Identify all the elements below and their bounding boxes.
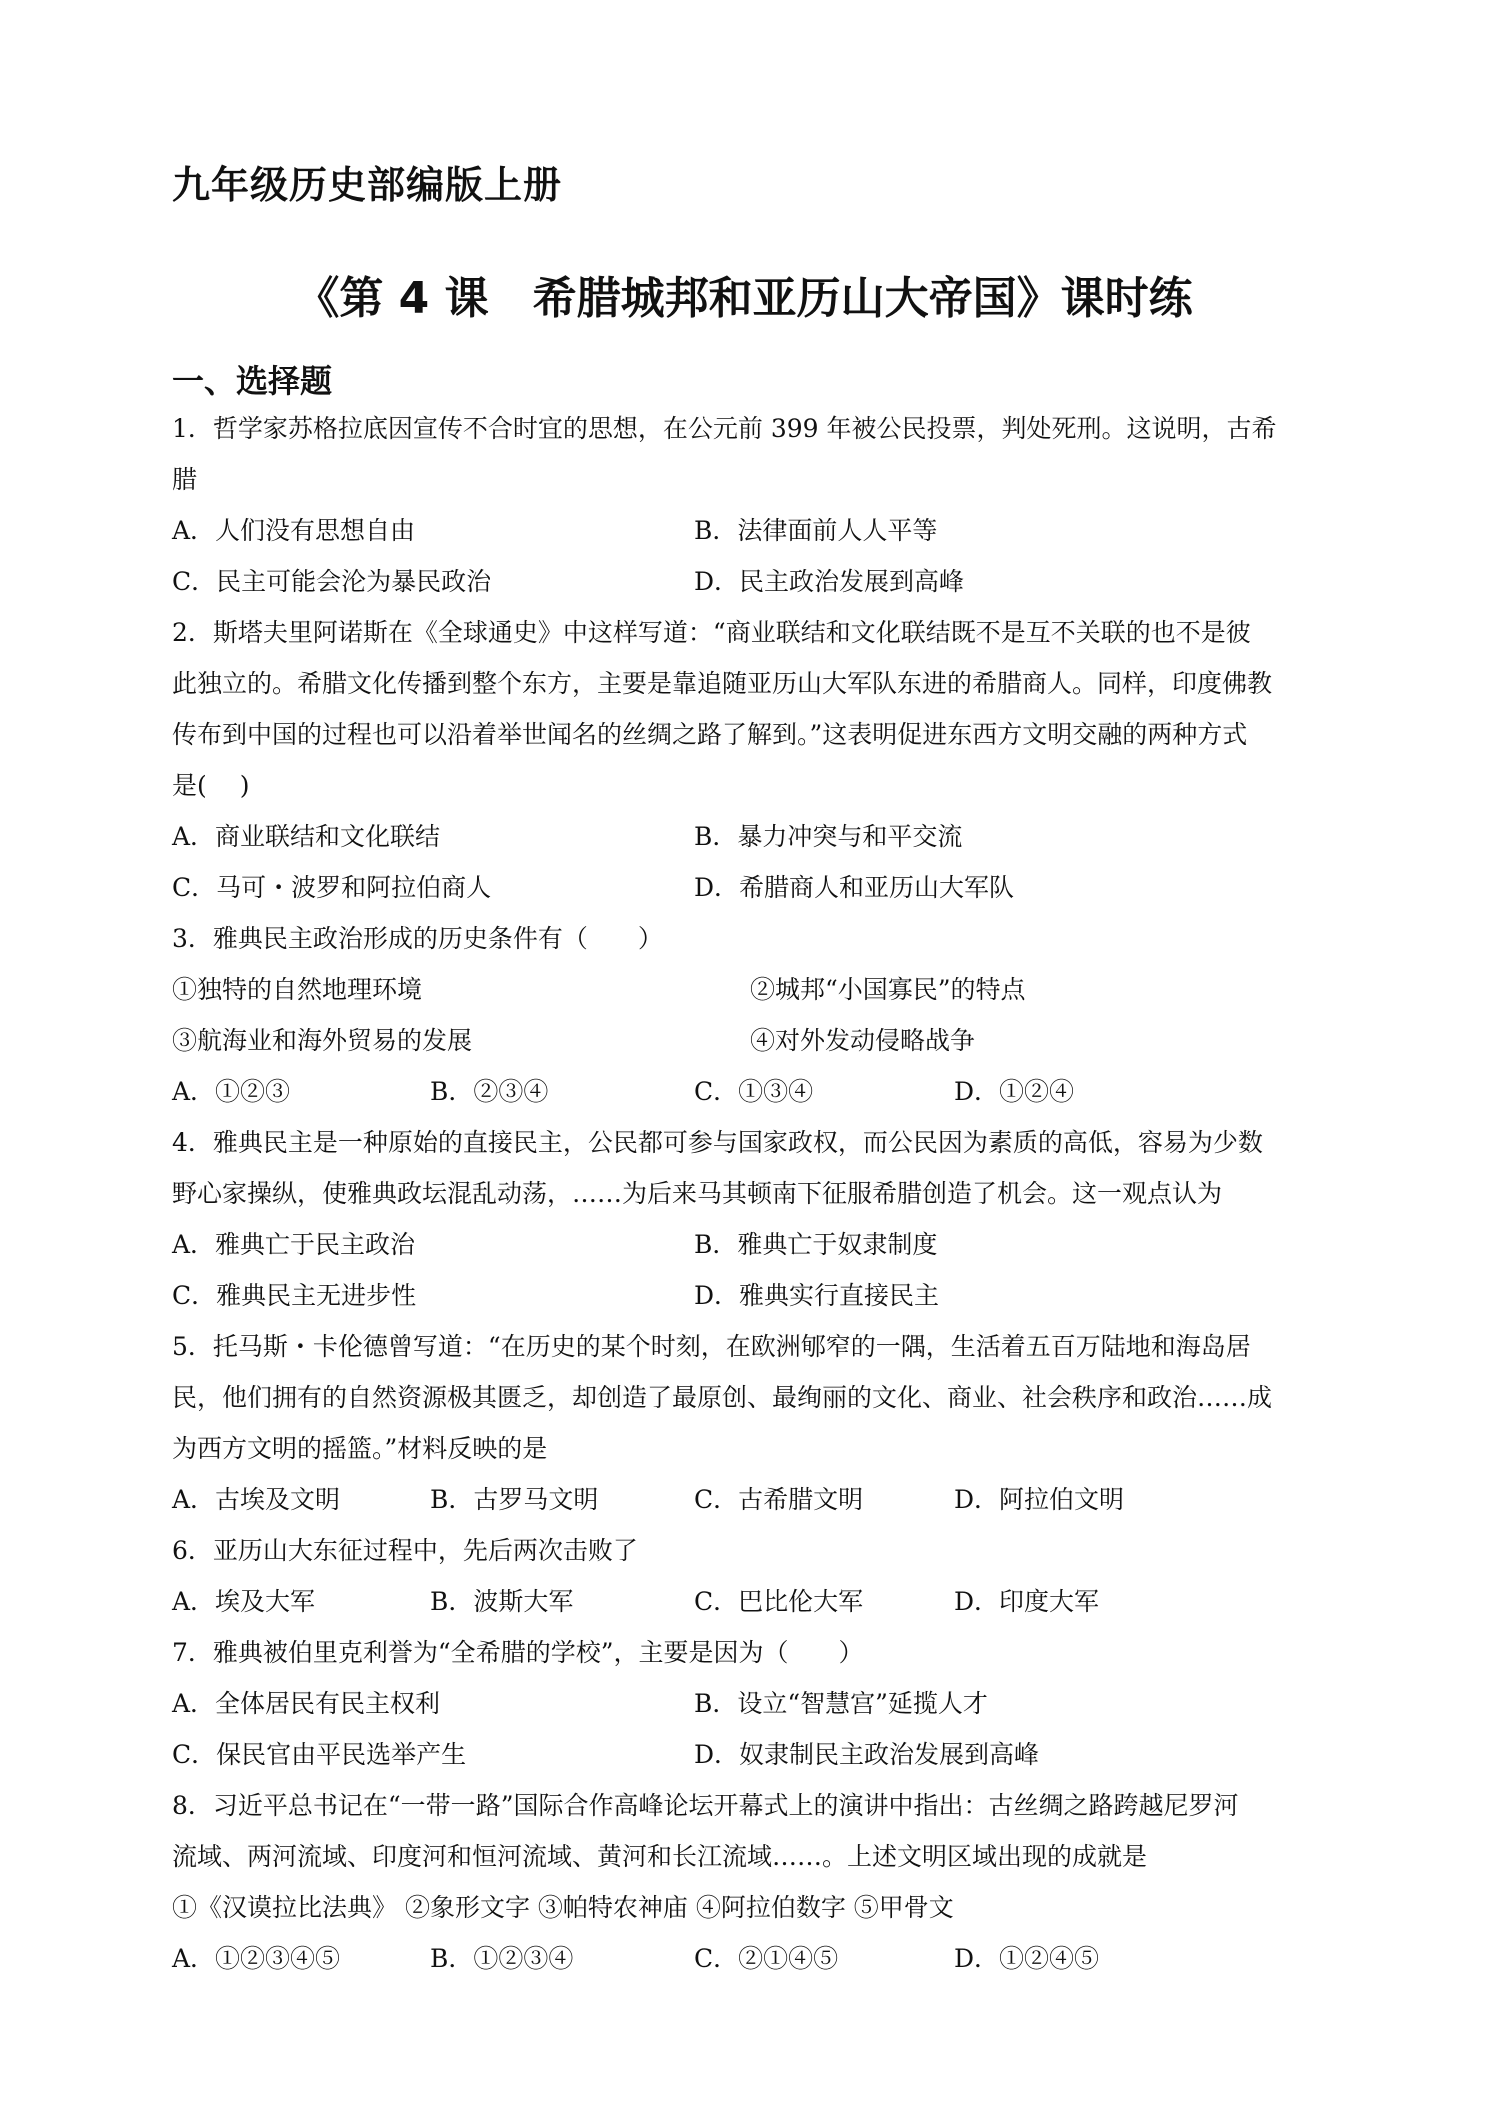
question-7-option-d: D．奴隶制民主政治发展到高峰 [694, 1740, 1040, 1769]
question-8-option-c: C．②①④⑤ [694, 1944, 839, 1973]
question-1-option-a: A．人们没有思想自由 [172, 516, 416, 545]
question-6-option-c: C．巴比伦大军 [694, 1587, 864, 1616]
question-7-option-c: C．保民官由平民选举产生 [172, 1740, 467, 1769]
question-5-option-c: C．古希腊文明 [694, 1485, 864, 1514]
question-2-option-d: D．希腊商人和亚历山大军队 [694, 873, 1015, 902]
question-3-item-4: ④对外发动侵略战争 [750, 1026, 976, 1055]
question-6-option-d: D．印度大军 [954, 1587, 1100, 1616]
question-2-stem: 是( ) [172, 771, 250, 800]
question-5-option-b: B．古罗马文明 [430, 1485, 599, 1514]
question-2-stem: 2．斯塔夫里阿诺斯在《全球通史》中这样写道：“商业联结和文化联结既不是互不关联的也不是彼 [172, 618, 1251, 647]
question-3-item-1: ①独特的自然地理环境 [172, 975, 423, 1004]
question-2-stem: 此独立的。希腊文化传播到整个东方，主要是靠追随亚历山大军队东进的希腊商人。同样，印度佛教 [172, 669, 1273, 698]
question-6-option-a: A．埃及大军 [172, 1587, 316, 1616]
question-3-option-a: A．①②③ [172, 1077, 291, 1106]
question-7-option-a: A．全体居民有民主权利 [172, 1689, 441, 1718]
question-1-stem: 腊 [172, 465, 198, 494]
question-8-items: ①《汉谟拉比法典》 ②象形文字 ③帕特农神庙 ④阿拉伯数字 ⑤甲骨文 [172, 1893, 954, 1922]
question-4-option-b: B．雅典亡于奴隶制度 [694, 1230, 938, 1259]
question-4-stem: 野心家操纵，使雅典政坛混乱动荡，……为后来马其顿南下征服希腊创造了机会。这一观点认为 [172, 1179, 1223, 1208]
question-3-item-3: ③航海业和海外贸易的发展 [172, 1026, 473, 1055]
question-4-option-a: A．雅典亡于民主政治 [172, 1230, 416, 1259]
question-7-stem: 7．雅典被伯里克利誉为“全希腊的学校”，主要是因为（ ） [172, 1638, 864, 1667]
question-5-option-a: A．古埃及文明 [172, 1485, 341, 1514]
question-3-stem: 3．雅典民主政治形成的历史条件有（ ） [172, 924, 663, 953]
question-5-stem: 5．托马斯・卡伦德曾写道：“在历史的某个时刻，在欧洲郇窄的一隅，生活着五百万陆地和海岛居 [172, 1332, 1251, 1361]
question-6-stem: 6．亚历山大东征过程中，先后两次击败了 [172, 1536, 638, 1565]
question-1-option-c: C．民主可能会沦为暴民政治 [172, 567, 492, 596]
question-3-option-c: C．①③④ [694, 1077, 814, 1106]
question-5-stem: 为西方文明的摇篮。”材料反映的是 [172, 1434, 548, 1463]
question-1-option-d: D．民主政治发展到高峰 [694, 567, 965, 596]
question-2-option-a: A．商业联结和文化联结 [172, 822, 441, 851]
question-4-option-d: D．雅典实行直接民主 [694, 1281, 940, 1310]
question-3-option-d: D．①②④ [954, 1077, 1075, 1106]
question-8-stem: 流域、两河流域、印度河和恒河流域、黄河和长江流域……。上述文明区域出现的成就是 [172, 1842, 1148, 1871]
question-3-item-2: ②城邦“小国寡民”的特点 [750, 975, 1026, 1004]
question-8-option-a: A．①②③④⑤ [172, 1944, 341, 1973]
subject-heading: 九年级历史部编版上册 [172, 163, 563, 207]
question-5-stem: 民，他们拥有的自然资源极其匮乏，却创造了最原创、最绚丽的文化、商业、社会秩序和政治……成 [172, 1383, 1273, 1412]
question-8-option-b: B．①②③④ [430, 1944, 574, 1973]
question-6-option-b: B．波斯大军 [430, 1587, 574, 1616]
question-4-stem: 4．雅典民主是一种原始的直接民主，公民都可参与国家政权，而公民因为素质的高低，容易为少数 [172, 1128, 1263, 1157]
lesson-title: 《第 4 课 希腊城邦和亚历山大帝国》课时练 [295, 273, 1193, 324]
question-4-option-c: C．雅典民主无进步性 [172, 1281, 417, 1310]
question-1-option-b: B．法律面前人人平等 [694, 516, 938, 545]
question-7-option-b: B．设立“智慧宫”延揽人才 [694, 1689, 988, 1718]
question-1-stem: 1．哲学家苏格拉底因宣传不合时宜的思想，在公元前 399 年被公民投票，判处死刑。这说明，古希 [172, 414, 1277, 443]
question-2-stem: 传布到中国的过程也可以沿着举世闻名的丝绸之路了解到。”这表明促进东西方文明交融的两种方式 [172, 720, 1248, 749]
section-heading: 一、选择题 [172, 362, 333, 400]
question-2-option-b: B．暴力冲突与和平交流 [694, 822, 963, 851]
question-5-option-d: D．阿拉伯文明 [954, 1485, 1125, 1514]
question-8-option-d: D．①②④⑤ [954, 1944, 1100, 1973]
question-2-option-c: C．马可・波罗和阿拉伯商人 [172, 873, 492, 902]
question-3-option-b: B．②③④ [430, 1077, 549, 1106]
question-8-stem: 8．习近平总书记在“一带一路”国际合作高峰论坛开幕式上的演讲中指出：古丝绸之路跨越尼罗河 [172, 1791, 1239, 1820]
